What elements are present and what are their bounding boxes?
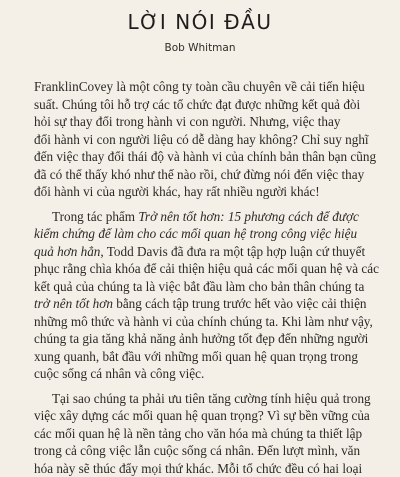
text-line: hỏi sự thay đổi trong hành vi con người. Nhưng, việc thay xyxy=(34,113,380,131)
text-line: Tại sao chúng ta phải ưu tiên tăng cường tính hiệu quả trong xyxy=(34,390,380,408)
text-line: chúng ta gia tăng khả năng ảnh hưởng tốt đẹp đến những người xyxy=(34,330,380,348)
text-line: kết quả của chúng ta là việc bắt đầu làm cho bản thân chúng ta xyxy=(34,278,380,296)
text-line: trong cả công việc lẫn cuộc sống cá nhân. Đến lượt mình, văn xyxy=(34,442,380,460)
text-line: suất. Chúng tôi hỗ trợ các tổ chức đạt được những kết quả đòi xyxy=(34,96,380,114)
text-line: các mối quan hệ là nền tảng cho văn hóa mà chúng ta thiết lập xyxy=(34,425,380,443)
text-line: phục rằng chìa khóa để cải thiện hiệu quả các mối quan hệ và các xyxy=(34,260,380,278)
page-title: LỜI NÓI ĐẦU xyxy=(0,10,400,34)
text-line: xung quanh, bắt đầu với những mối quan hệ quan trọng trong xyxy=(34,348,380,366)
text-line: đổi hành vi của người khác, hay rất nhiều người khác! xyxy=(34,183,380,201)
paragraph-2 xyxy=(34,208,380,383)
text-line: đến việc thay đổi thái độ và hành vi của chính bản thân bạn cũng xyxy=(34,148,380,166)
text-line: những mô thức và hành vi của chính chúng ta. Khi làm như vậy, xyxy=(34,313,380,331)
text-line: việc xây dựng các mối quan hệ quan trọng? Vì sự bền vững của xyxy=(34,407,380,425)
text-line: hóa này sẽ thúc đẩy mọi thứ khác. Mỗi tổ chức đều có hai loại xyxy=(34,460,380,477)
author-name: Bob Whitman xyxy=(0,42,400,54)
paragraph-1 xyxy=(34,78,380,201)
text-line: Trong tác phẩm Trở nên tốt hơn: 15 phương cách để được xyxy=(34,208,380,226)
text-line: kiểm chứng để làm cho các mối quan hệ trong công việc hiệu xyxy=(34,225,380,243)
text-line: đã có thể thấy khó như thế nào rồi, chứ đừng nói đến việc thay xyxy=(34,166,380,184)
text-line: FranklinCovey là một công ty toàn cầu chuyên về cải tiến hiệu xyxy=(34,78,380,96)
paragraph-3 xyxy=(34,390,380,477)
body-text xyxy=(34,78,380,477)
text-line: trở nên tốt hơn bằng cách tập trung trước hết vào việc cải thiện xyxy=(34,295,380,313)
text-line: cuộc sống cá nhân và công việc. xyxy=(34,365,380,383)
text-line: đổi hành vi con người liệu có dễ dàng hay không? Chỉ suy nghĩ xyxy=(34,131,380,149)
text-line: quả hơn hẳn, Todd Davis đã đưa ra một tập hợp luận cứ thuyết xyxy=(34,243,380,261)
